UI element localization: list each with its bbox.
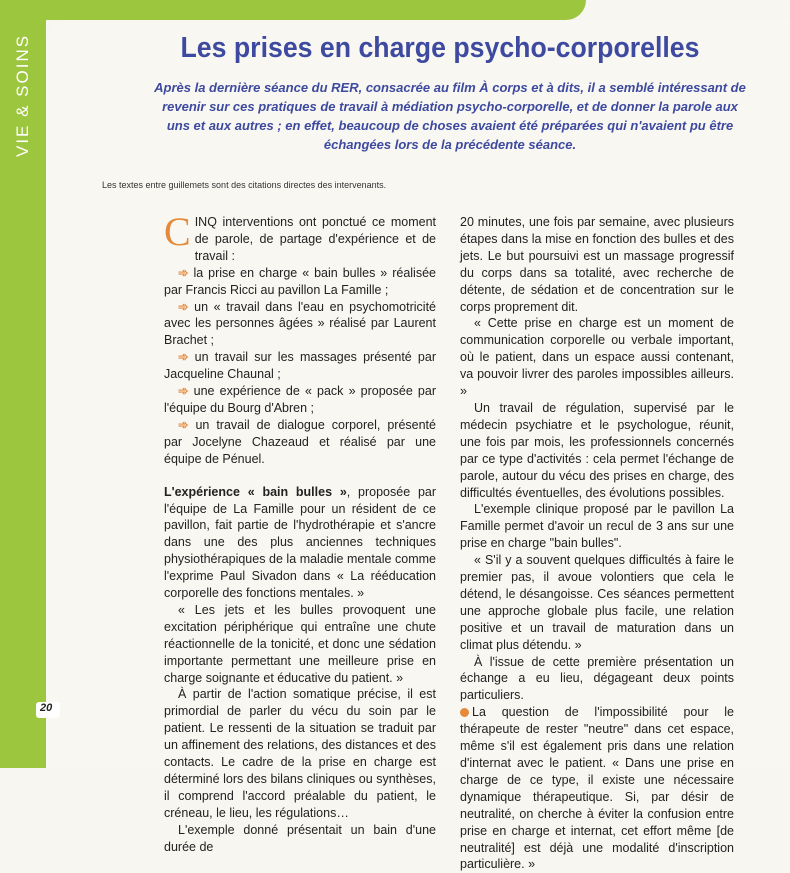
list-item — [164, 349, 436, 383]
page-number: 20 — [40, 702, 53, 714]
list-item-text: un travail sur les massages présenté par Jacqueline Chaunal ; — [164, 350, 436, 382]
opening-text: INQ interventions ont ponctué ce moment de parole, de partage d'expérience et de travail : — [194, 215, 436, 263]
paragraph-text: , proposée par l'équipe de La Famille pour un résident de ce pavillon, fait partie de l'hydrothérapie et s'ancre dans une des plus anciennes techniques physiothérapiques de la maladie mentale comme l'exprime Paul Sivadon dans « La rééducation corporelle des fonctions mentales. » — [164, 484, 437, 601]
citation-note: Les textes entre guillemets sont des citations directes des intervenants. — [102, 180, 387, 190]
bullet-paragraph — [460, 704, 734, 873]
arrow-icon: ➾ — [178, 384, 189, 399]
list-item — [164, 299, 436, 350]
list-item-text: la prise en charge « bain bulles » réalisée par Francis Ricci au pavillon La Famille ; — [164, 265, 436, 297]
paragraph: L'exemple donné présentait un bain d'une durée de — [164, 822, 436, 854]
paragraph: « S'il y a souvent quelques difficultés à faire le premier pas, il avoue volontiers que cela le détend, le désangoisse. Ces séances permettent une approche globale plus facile, une relation positive et un travail de maturation dans un climat plus détendu. » — [460, 553, 734, 652]
list-item-text: un « travail dans l'eau en psychomotricité avec les personnes âgées » réalisé par Laurent Brachet ; — [164, 299, 436, 348]
paragraph: À partir de l'action somatique précise, il est primordial de parler du vécu du soin par le patient. Le ressenti de la situation se traduit par un affinement des relations, des distances et des contacts. Le cadre de la prise en charge est déterminé lors des bilans cliniques ou synthèses, il comprend l'accord préalable du patient, le créneau, le lieu, les régulations… — [164, 687, 436, 820]
paragraph: « Cette prise en charge est un moment de communication corporelle ou verbale important, où le patient, dans un espace aussi contenant, va pouvoir livrer des paroles impossibles ailleurs. » — [460, 316, 734, 399]
top-color-band — [0, 0, 586, 20]
paragraph: À l'issue de cette première présentation un échange a eu lieu, dégageant deux points particuliers. — [460, 654, 734, 703]
list-item-text: une expérience de « pack » proposée par l'équipe du Bourg d'Abren ; — [164, 384, 436, 415]
right-column — [460, 214, 734, 873]
paragraph-text: La question de l'impossibilité pour le thérapeute de rester "neutre" dans cet espace, même s'il est également pris dans une relation d'internat avec le patient. « Dans une prise en charge de ce type, il existe une nécessaire dynamique thérapeutique. Si, par désir de neutralité, on cherche à éviter la confusion entre prise en charge et internat, cet effort même [de neutralité] est déjà une modalité d'inscription particulière. » — [460, 705, 734, 872]
arrow-icon: ➾ — [178, 417, 189, 432]
drop-cap: C — [164, 209, 191, 254]
opening-paragraph — [164, 209, 436, 265]
experience-paragraph — [164, 484, 436, 602]
list-item — [164, 417, 436, 468]
section-label: VIE & SOINS — [13, 33, 32, 157]
left-column — [164, 209, 437, 856]
experience-heading: L'expérience « bain bulles » — [164, 484, 347, 499]
list-item — [164, 265, 436, 299]
arrow-icon: ➾ — [178, 350, 189, 365]
bullet-icon — [460, 708, 469, 717]
arrow-icon: ➾ — [178, 265, 189, 280]
spacer — [164, 468, 436, 484]
article-title: Les prises en charge psycho-corporelles — [180, 32, 700, 64]
paragraph: L'exemple clinique proposé par le pavillon La Famille permet d'avoir un recul de 3 ans sur une prise en charge "bain bulles". — [460, 502, 734, 551]
list-item-text: un travail de dialogue corporel, présenté par Jocelyne Chazeaud et réalisé par une équipe de Pénuel. — [164, 417, 436, 466]
list-item — [164, 383, 436, 417]
paragraph: 20 minutes, une fois par semaine, avec plusieurs étapes dans la mise en fonction des bulles et des jets. Le but poursuivi est un massage progressif du corps dans sa totalité, avec recherche de détente, de sédation et de concentration sur le corps proprement dit. — [460, 215, 734, 314]
article-intro: Après la dernière séance du RER, consacrée au film À corps et à dits, il a semblé intéressant de revenir sur ces pratiques de travail à médiation psycho-corporelle, et de donner la parole aux uns et aux autres ; en effet, beaucoup de choses avaient été préparées qui n'avaient pu être échangées lors de la précédente séance. — [154, 80, 746, 152]
paragraph: « Les jets et les bulles provoquent une excitation périphérique qui entraîne une chute réactionnelle de la tonicité, et donc une sédation importante permettant une meilleure prise en charge soignante et éducative du patient. » — [164, 602, 436, 685]
arrow-icon: ➾ — [178, 299, 189, 314]
paragraph: Un travail de régulation, supervisé par le médecin psychiatre et le psychologue, réunit, une fois par mois, les professionnels concernés par ce type d'activités : cela permet l'échange de parole, autour du vécu des prises en charge, des difficultés éventuelles, des évolutions possibles. — [460, 400, 734, 500]
